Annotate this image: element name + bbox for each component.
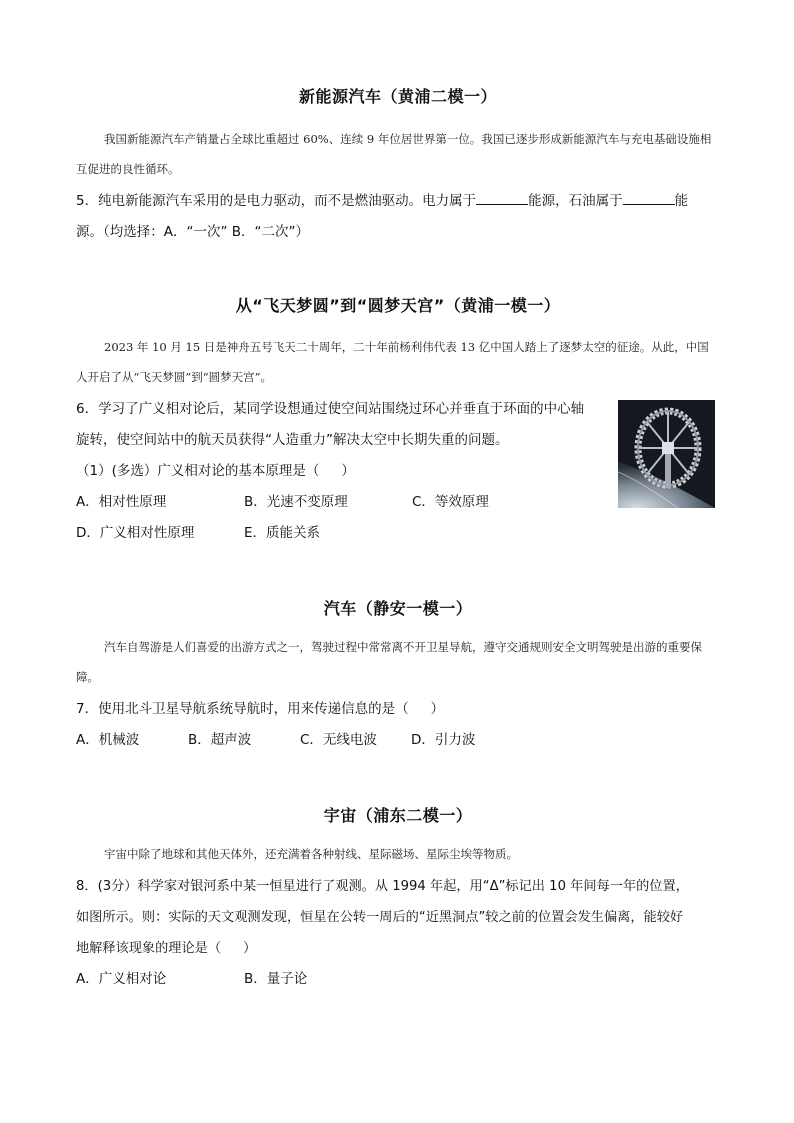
option-b[interactable]: B．量子论 [244, 971, 308, 987]
question-text: 5．纯电新能源汽车采用的是电力驱动，而不是燃油驱动。电力属于 [76, 193, 477, 209]
question-5 [76, 186, 720, 248]
option-a[interactable]: A．广义相对论 [76, 971, 167, 987]
option-c[interactable]: C．无线电波 [300, 732, 377, 748]
section-title: 从“飞天梦圆”到“圆梦天宫”（黄浦一模一） [235, 296, 561, 315]
section-intro: 我国新能源汽车产销量占全球比重超过 60%、连续 9 年位居世界第一位。我国已逐步形成新能源汽车与充电基础设施相互促进的良性循环。 [76, 132, 712, 176]
question-text: ） [243, 941, 257, 956]
section-intro: 汽车自驾游是人们喜爱的出游方式之一，驾驶过程中常常离不开卫星导航，遵守交通规则安全文明驾驶是出游的重要保障。 [76, 640, 702, 684]
answer-blank[interactable] [623, 190, 675, 205]
question-6 [76, 394, 616, 487]
section-intro: 宇宙中除了地球和其他天体外，还充满着各种射线、星际磁场、星际尘埃等物质。 [104, 847, 518, 861]
question-text: 6．学习了广义相对论后，某同学设想通过使空间站围绕过环心并垂直于环面的中心轴 [76, 401, 585, 417]
section-title: 汽车（静安一模一） [323, 599, 473, 618]
section-title: 新能源汽车（黄浦二模一） [298, 87, 497, 106]
option-d[interactable]: D．广义相对性原理 [76, 525, 195, 541]
option-c[interactable]: C．等效原理 [412, 494, 489, 510]
question-text: （1）(多选）广义相对论的基本原理是（ [76, 463, 320, 479]
option-a[interactable]: A．机械波 [76, 732, 140, 748]
question-text: 如图所示。则：实际的天文观测发现，恒星在公转一周后的“近黑洞点”较之前的位置会发生偏离，能较好 [76, 910, 684, 925]
answer-blank[interactable] [476, 190, 528, 205]
question-text: 源。（均选择：A．“一次” B．“二次”） [76, 224, 310, 240]
space-station-image [618, 400, 715, 508]
section-intro: 2023 年 10 月 15 日是神舟五号飞天二十周年，二十年前杨利伟代表 13 亿中国人踏上了逐梦太空的征途。从此，中国人开启了从“飞天梦圆”到“圆梦天宫”。 [76, 340, 709, 384]
option-b[interactable]: B．超声波 [188, 732, 252, 748]
space-station-illustration [618, 400, 715, 508]
question-text: 能源，石油属于 [528, 193, 623, 209]
question-text: 能 [674, 193, 689, 209]
question-text: 旋转，使空间站中的航天员获得“人造重力”解决太空中长期失重的问题。 [76, 432, 509, 448]
question-8 [76, 871, 720, 964]
question-text: 8．(3分）科学家对银河系中某一恒星进行了观测。从 1994 年起，用“Δ”标记出 10 年间每一年的位置， [76, 879, 689, 894]
option-e[interactable]: E．质能关系 [244, 525, 321, 541]
options-q7 [76, 725, 720, 756]
section-new-energy-vehicles [76, 84, 720, 107]
section-universe [76, 803, 720, 826]
section-space-dream [76, 293, 720, 316]
question-text: ） [430, 701, 445, 717]
section-automobile [76, 596, 720, 619]
question-text: 地解释该现象的理论是（ [76, 941, 222, 956]
option-d[interactable]: D．引力波 [411, 732, 476, 748]
options-q8 [76, 964, 720, 995]
section-title: 宇宙（浦东二模一） [323, 806, 473, 825]
question-text: 7．使用北斗卫星导航系统导航时，用来传递信息的是（ [76, 701, 409, 717]
options-q6-row2 [76, 518, 720, 549]
question-7 [76, 694, 720, 725]
option-a[interactable]: A．相对性原理 [76, 494, 167, 510]
option-b[interactable]: B．光速不变原理 [244, 494, 348, 510]
question-text: ） [341, 463, 355, 479]
